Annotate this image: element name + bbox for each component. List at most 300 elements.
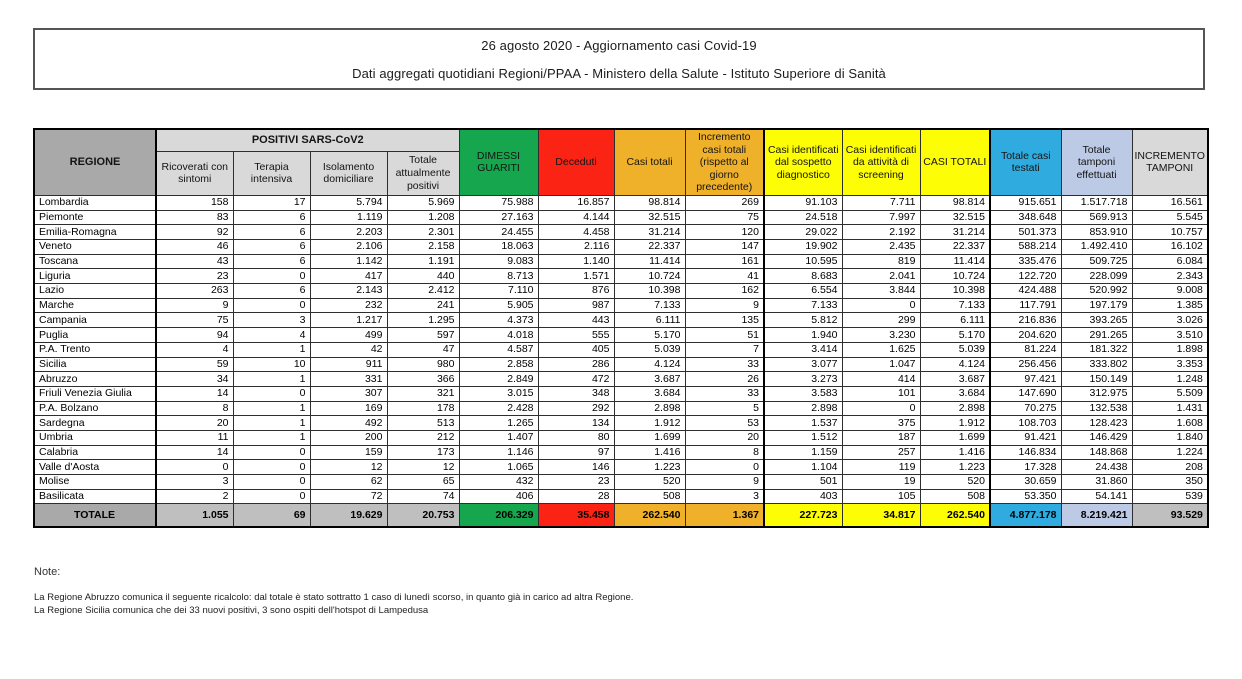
cell-casi-sospetto-diagnostico: 24.518	[764, 210, 842, 225]
cell-casi-totali: 11.414	[614, 254, 685, 269]
cell-terapia-intensiva: 17	[233, 195, 310, 210]
cell-totale-tamponi-effettuati: 128.423	[1061, 416, 1132, 431]
cell-ricoverati-con-sintomi: 43	[156, 254, 233, 269]
cell-deceduti: 286	[538, 357, 614, 372]
cell-totale-casi-testati: 915.651	[990, 195, 1061, 210]
cell-terapia-intensiva: 6	[233, 240, 310, 255]
cell-deceduti: 28	[538, 489, 614, 504]
cell-deceduti: 1.571	[538, 269, 614, 284]
table-row-valle-d-aosta	[34, 460, 1208, 475]
cell-incremento-casi-totali: 147	[685, 240, 764, 255]
cell-incremento-tamponi: 16.561	[1132, 195, 1208, 210]
totale-incremento-tamponi: 93.529	[1132, 504, 1208, 528]
cell-isolamento-domiciliare: 2.143	[310, 284, 387, 299]
cell-totale-tamponi-effettuati: 197.179	[1061, 298, 1132, 313]
cell-totale-tamponi-effettuati: 520.992	[1061, 284, 1132, 299]
column-header-incremento-tamponi: INCREMENTO TAMPONI	[1132, 129, 1208, 195]
cell-dimessi-guariti: 2.428	[459, 401, 538, 416]
cell-casi-sospetto-diagnostico: 1.104	[764, 460, 842, 475]
totale-totale-attualmente-positivi: 20.753	[387, 504, 459, 528]
cell-casi-sospetto-diagnostico: 501	[764, 475, 842, 490]
table-row-lombardia	[34, 195, 1208, 210]
cell-totale-tamponi-effettuati: 569.913	[1061, 210, 1132, 225]
cell-isolamento-domiciliare: 1.217	[310, 313, 387, 328]
cell-casi-totali-2: 1.699	[920, 430, 990, 445]
cell-incremento-casi-totali: 33	[685, 357, 764, 372]
cell-isolamento-domiciliare: 1.142	[310, 254, 387, 269]
cell-ricoverati-con-sintomi: 92	[156, 225, 233, 240]
cell-isolamento-domiciliare: 72	[310, 489, 387, 504]
cell-totale-tamponi-effettuati: 312.975	[1061, 386, 1132, 401]
cell-ricoverati-con-sintomi: 34	[156, 372, 233, 387]
column-header-casi-sospetto-diagnostico: Casi identificati dal sospetto diagnostico	[764, 129, 842, 195]
cell-deceduti: 4.458	[538, 225, 614, 240]
cell-casi-attivita-screening: 0	[842, 298, 920, 313]
cell-isolamento-domiciliare: 232	[310, 298, 387, 313]
cell-isolamento-domiciliare: 331	[310, 372, 387, 387]
cell-ricoverati-con-sintomi: 263	[156, 284, 233, 299]
cell-casi-attivita-screening: 299	[842, 313, 920, 328]
cell-casi-attivita-screening: 0	[842, 401, 920, 416]
column-header-totale-casi-testati: Totale casi testati	[990, 129, 1061, 195]
cell-casi-totali-2: 22.337	[920, 240, 990, 255]
cell-dimessi-guariti: 1.265	[459, 416, 538, 431]
cell-totale-tamponi-effettuati: 1.517.718	[1061, 195, 1132, 210]
cell-isolamento-domiciliare: 5.794	[310, 195, 387, 210]
column-header-ricoverati-con-sintomi: Ricoverati con sintomi	[156, 151, 233, 195]
column-header-dimessi-guariti: DIMESSI GUARITI	[459, 129, 538, 195]
cell-isolamento-domiciliare: 492	[310, 416, 387, 431]
column-group-positivi-sars-cov2: POSITIVI SARS-CoV2	[156, 129, 459, 151]
cell-casi-sospetto-diagnostico: 1.940	[764, 328, 842, 343]
table-row-friuli-venezia-giulia	[34, 386, 1208, 401]
cell-casi-totali-2: 5.170	[920, 328, 990, 343]
totale-casi-attivita-screening: 34.817	[842, 504, 920, 528]
table-row-veneto	[34, 240, 1208, 255]
cell-totale-attualmente-positivi: 1.208	[387, 210, 459, 225]
column-header-incremento-casi-totali: Incremento casi totali (rispetto al giorno precedente)	[685, 129, 764, 195]
cell-terapia-intensiva: 0	[233, 460, 310, 475]
table-row-piemonte	[34, 210, 1208, 225]
note-line-sicilia: La Regione Sicilia comunica che dei 33 nuovi positivi, 3 sono ospiti dell'hotspot di Lampedusa	[34, 604, 429, 616]
cell-casi-totali: 7.133	[614, 298, 685, 313]
region-name: Sicilia	[34, 357, 156, 372]
cell-incremento-tamponi: 1.840	[1132, 430, 1208, 445]
cell-totale-tamponi-effettuati: 509.725	[1061, 254, 1132, 269]
table-header	[34, 129, 1208, 195]
cell-casi-totali: 3.684	[614, 386, 685, 401]
cell-incremento-tamponi: 6.084	[1132, 254, 1208, 269]
cell-ricoverati-con-sintomi: 14	[156, 386, 233, 401]
cell-ricoverati-con-sintomi: 20	[156, 416, 233, 431]
cell-totale-casi-testati: 53.350	[990, 489, 1061, 504]
cell-casi-totali: 4.124	[614, 357, 685, 372]
cell-totale-attualmente-positivi: 980	[387, 357, 459, 372]
cell-deceduti: 2.116	[538, 240, 614, 255]
cell-dimessi-guariti: 5.905	[459, 298, 538, 313]
cell-casi-totali: 1.223	[614, 460, 685, 475]
cell-totale-tamponi-effettuati: 228.099	[1061, 269, 1132, 284]
cell-casi-sospetto-diagnostico: 7.133	[764, 298, 842, 313]
cell-totale-casi-testati: 81.224	[990, 342, 1061, 357]
cell-totale-casi-testati: 108.703	[990, 416, 1061, 431]
cell-casi-totali: 6.111	[614, 313, 685, 328]
cell-totale-attualmente-positivi: 212	[387, 430, 459, 445]
table-row-lazio	[34, 284, 1208, 299]
totale-totale-tamponi-effettuati: 8.219.421	[1061, 504, 1132, 528]
cell-incremento-tamponi: 5.545	[1132, 210, 1208, 225]
cell-incremento-casi-totali: 8	[685, 445, 764, 460]
cell-casi-totali-2: 1.416	[920, 445, 990, 460]
cell-dimessi-guariti: 406	[459, 489, 538, 504]
cell-incremento-casi-totali: 51	[685, 328, 764, 343]
table-row-basilicata	[34, 489, 1208, 504]
cell-isolamento-domiciliare: 307	[310, 386, 387, 401]
cell-dimessi-guariti: 18.063	[459, 240, 538, 255]
cell-casi-attivita-screening: 187	[842, 430, 920, 445]
cell-terapia-intensiva: 6	[233, 210, 310, 225]
cell-casi-attivita-screening: 119	[842, 460, 920, 475]
cell-incremento-tamponi: 9.008	[1132, 284, 1208, 299]
cell-incremento-casi-totali: 120	[685, 225, 764, 240]
column-header-casi-totali-2: CASI TOTALI	[920, 129, 990, 195]
cell-totale-attualmente-positivi: 366	[387, 372, 459, 387]
cell-totale-tamponi-effettuati: 148.868	[1061, 445, 1132, 460]
cell-casi-sospetto-diagnostico: 29.022	[764, 225, 842, 240]
cell-ricoverati-con-sintomi: 3	[156, 475, 233, 490]
cell-terapia-intensiva: 1	[233, 372, 310, 387]
cell-totale-casi-testati: 91.421	[990, 430, 1061, 445]
cell-totale-casi-testati: 348.648	[990, 210, 1061, 225]
cell-totale-attualmente-positivi: 12	[387, 460, 459, 475]
region-name: Basilicata	[34, 489, 156, 504]
cell-casi-attivita-screening: 1.625	[842, 342, 920, 357]
column-header-regione: REGIONE	[34, 129, 156, 195]
cell-deceduti: 876	[538, 284, 614, 299]
cell-dimessi-guariti: 75.988	[459, 195, 538, 210]
cell-totale-tamponi-effettuati: 132.538	[1061, 401, 1132, 416]
cell-casi-sospetto-diagnostico: 5.812	[764, 313, 842, 328]
table-row-abruzzo	[34, 372, 1208, 387]
cell-terapia-intensiva: 1	[233, 401, 310, 416]
cell-terapia-intensiva: 1	[233, 342, 310, 357]
cell-totale-casi-testati: 424.488	[990, 284, 1061, 299]
cell-casi-sospetto-diagnostico: 10.595	[764, 254, 842, 269]
cell-ricoverati-con-sintomi: 83	[156, 210, 233, 225]
cell-casi-sospetto-diagnostico: 91.103	[764, 195, 842, 210]
cell-totale-attualmente-positivi: 241	[387, 298, 459, 313]
cell-casi-totali: 520	[614, 475, 685, 490]
cell-casi-attivita-screening: 3.230	[842, 328, 920, 343]
cell-casi-totali-2: 4.124	[920, 357, 990, 372]
cell-totale-casi-testati: 97.421	[990, 372, 1061, 387]
region-name: Sardegna	[34, 416, 156, 431]
cell-casi-totali: 1.699	[614, 430, 685, 445]
cell-casi-totali: 31.214	[614, 225, 685, 240]
cell-incremento-tamponi: 1.385	[1132, 298, 1208, 313]
cell-ricoverati-con-sintomi: 0	[156, 460, 233, 475]
cell-deceduti: 80	[538, 430, 614, 445]
cell-dimessi-guariti: 1.065	[459, 460, 538, 475]
cell-casi-totali: 10.398	[614, 284, 685, 299]
table-row-liguria	[34, 269, 1208, 284]
cell-terapia-intensiva: 0	[233, 386, 310, 401]
cell-dimessi-guariti: 1.146	[459, 445, 538, 460]
cell-incremento-tamponi: 5.509	[1132, 386, 1208, 401]
cell-ricoverati-con-sintomi: 59	[156, 357, 233, 372]
table-row-calabria	[34, 445, 1208, 460]
cell-incremento-casi-totali: 161	[685, 254, 764, 269]
cell-totale-casi-testati: 117.791	[990, 298, 1061, 313]
cell-incremento-casi-totali: 26	[685, 372, 764, 387]
cell-totale-tamponi-effettuati: 333.802	[1061, 357, 1132, 372]
cell-casi-totali: 1.416	[614, 445, 685, 460]
cell-incremento-tamponi: 16.102	[1132, 240, 1208, 255]
cell-totale-casi-testati: 501.373	[990, 225, 1061, 240]
cell-incremento-casi-totali: 5	[685, 401, 764, 416]
cell-totale-casi-testati: 147.690	[990, 386, 1061, 401]
report-title-source: Dati aggregati quotidiani Regioni/PPAA - Ministero della Salute - Istituto Superiore di Sanità	[352, 65, 886, 81]
cell-incremento-casi-totali: 9	[685, 298, 764, 313]
cell-totale-casi-testati: 588.214	[990, 240, 1061, 255]
cell-deceduti: 555	[538, 328, 614, 343]
cell-casi-sospetto-diagnostico: 3.077	[764, 357, 842, 372]
cell-dimessi-guariti: 2.849	[459, 372, 538, 387]
cell-totale-tamponi-effettuati: 54.141	[1061, 489, 1132, 504]
cell-totale-attualmente-positivi: 597	[387, 328, 459, 343]
cell-totale-attualmente-positivi: 513	[387, 416, 459, 431]
totale-row	[34, 504, 1208, 528]
table-row-p-a-bolzano	[34, 401, 1208, 416]
cell-incremento-tamponi: 1.224	[1132, 445, 1208, 460]
region-name: Abruzzo	[34, 372, 156, 387]
cell-deceduti: 472	[538, 372, 614, 387]
cell-terapia-intensiva: 6	[233, 284, 310, 299]
totale-ricoverati-con-sintomi: 1.055	[156, 504, 233, 528]
cell-incremento-tamponi: 2.343	[1132, 269, 1208, 284]
cell-dimessi-guariti: 3.015	[459, 386, 538, 401]
region-name: Veneto	[34, 240, 156, 255]
cell-dimessi-guariti: 27.163	[459, 210, 538, 225]
cell-casi-attivita-screening: 1.047	[842, 357, 920, 372]
cell-casi-totali-2: 1.912	[920, 416, 990, 431]
notes-section	[34, 566, 1134, 617]
cell-incremento-tamponi: 1.248	[1132, 372, 1208, 387]
table-row-toscana	[34, 254, 1208, 269]
cell-terapia-intensiva: 3	[233, 313, 310, 328]
cell-isolamento-domiciliare: 169	[310, 401, 387, 416]
cell-casi-totali-2: 7.133	[920, 298, 990, 313]
totale-isolamento-domiciliare: 19.629	[310, 504, 387, 528]
cell-casi-totali-2: 3.687	[920, 372, 990, 387]
cell-isolamento-domiciliare: 200	[310, 430, 387, 445]
cell-dimessi-guariti: 4.373	[459, 313, 538, 328]
totale-casi-totali-2: 262.540	[920, 504, 990, 528]
cell-casi-totali: 98.814	[614, 195, 685, 210]
cell-ricoverati-con-sintomi: 4	[156, 342, 233, 357]
cell-totale-casi-testati: 204.620	[990, 328, 1061, 343]
cell-totale-attualmente-positivi: 5.969	[387, 195, 459, 210]
notes-label: Note:	[34, 566, 61, 578]
cell-totale-tamponi-effettuati: 24.438	[1061, 460, 1132, 475]
cell-terapia-intensiva: 0	[233, 298, 310, 313]
cell-incremento-casi-totali: 269	[685, 195, 764, 210]
cell-incremento-tamponi: 208	[1132, 460, 1208, 475]
totale-incremento-casi-totali: 1.367	[685, 504, 764, 528]
cell-totale-tamponi-effettuati: 393.265	[1061, 313, 1132, 328]
cell-terapia-intensiva: 0	[233, 445, 310, 460]
cell-totale-attualmente-positivi: 2.158	[387, 240, 459, 255]
cell-deceduti: 23	[538, 475, 614, 490]
cell-casi-attivita-screening: 414	[842, 372, 920, 387]
cell-incremento-tamponi: 350	[1132, 475, 1208, 490]
cell-casi-attivita-screening: 257	[842, 445, 920, 460]
cell-casi-attivita-screening: 105	[842, 489, 920, 504]
cell-terapia-intensiva: 1	[233, 416, 310, 431]
cell-deceduti: 16.857	[538, 195, 614, 210]
header-row-top	[34, 129, 1208, 151]
cell-incremento-casi-totali: 7	[685, 342, 764, 357]
cell-casi-sospetto-diagnostico: 1.512	[764, 430, 842, 445]
cell-casi-sospetto-diagnostico: 3.414	[764, 342, 842, 357]
cell-casi-totali-2: 10.724	[920, 269, 990, 284]
region-name: Lombardia	[34, 195, 156, 210]
cell-casi-totali: 22.337	[614, 240, 685, 255]
cell-dimessi-guariti: 4.018	[459, 328, 538, 343]
cell-totale-attualmente-positivi: 178	[387, 401, 459, 416]
table-row-marche	[34, 298, 1208, 313]
cell-incremento-tamponi: 1.898	[1132, 342, 1208, 357]
cell-casi-attivita-screening: 2.192	[842, 225, 920, 240]
table-row-puglia	[34, 328, 1208, 343]
cell-totale-attualmente-positivi: 1.295	[387, 313, 459, 328]
cell-incremento-casi-totali: 53	[685, 416, 764, 431]
cell-totale-casi-testati: 335.476	[990, 254, 1061, 269]
cell-incremento-tamponi: 3.026	[1132, 313, 1208, 328]
cell-isolamento-domiciliare: 159	[310, 445, 387, 460]
table-row-p-a-trento	[34, 342, 1208, 357]
cell-terapia-intensiva: 0	[233, 269, 310, 284]
cell-casi-totali: 3.687	[614, 372, 685, 387]
cell-totale-casi-testati: 256.456	[990, 357, 1061, 372]
totale-deceduti: 35.458	[538, 504, 614, 528]
cell-casi-attivita-screening: 7.997	[842, 210, 920, 225]
cell-casi-totali: 10.724	[614, 269, 685, 284]
cell-terapia-intensiva: 4	[233, 328, 310, 343]
cell-dimessi-guariti: 2.858	[459, 357, 538, 372]
cell-deceduti: 134	[538, 416, 614, 431]
cell-isolamento-domiciliare: 2.203	[310, 225, 387, 240]
region-name: Piemonte	[34, 210, 156, 225]
cell-casi-totali-2: 5.039	[920, 342, 990, 357]
column-header-terapia-intensiva: Terapia intensiva	[233, 151, 310, 195]
column-header-totale-tamponi-effettuati: Totale tamponi effettuati	[1061, 129, 1132, 195]
totale-casi-totali: 262.540	[614, 504, 685, 528]
cell-incremento-casi-totali: 9	[685, 475, 764, 490]
cell-totale-attualmente-positivi: 2.412	[387, 284, 459, 299]
cell-totale-attualmente-positivi: 65	[387, 475, 459, 490]
cell-incremento-casi-totali: 0	[685, 460, 764, 475]
cell-incremento-casi-totali: 75	[685, 210, 764, 225]
cell-dimessi-guariti: 4.587	[459, 342, 538, 357]
cell-casi-attivita-screening: 19	[842, 475, 920, 490]
cell-totale-tamponi-effettuati: 181.322	[1061, 342, 1132, 357]
cell-casi-attivita-screening: 7.711	[842, 195, 920, 210]
cell-casi-attivita-screening: 101	[842, 386, 920, 401]
table-row-campania	[34, 313, 1208, 328]
cell-ricoverati-con-sintomi: 158	[156, 195, 233, 210]
report-title-date: 26 agosto 2020 - Aggiornamento casi Covid-19	[481, 37, 757, 53]
cell-ricoverati-con-sintomi: 94	[156, 328, 233, 343]
covid-data-table	[33, 128, 1209, 528]
cell-casi-sospetto-diagnostico: 403	[764, 489, 842, 504]
cell-ricoverati-con-sintomi: 9	[156, 298, 233, 313]
cell-casi-totali-2: 508	[920, 489, 990, 504]
cell-deceduti: 987	[538, 298, 614, 313]
cell-incremento-tamponi: 3.510	[1132, 328, 1208, 343]
cell-totale-casi-testati: 146.834	[990, 445, 1061, 460]
column-header-isolamento-domiciliare: Isolamento domiciliare	[310, 151, 387, 195]
cell-totale-tamponi-effettuati: 150.149	[1061, 372, 1132, 387]
region-name: Molise	[34, 475, 156, 490]
cell-incremento-casi-totali: 3	[685, 489, 764, 504]
cell-casi-sospetto-diagnostico: 1.537	[764, 416, 842, 431]
cell-deceduti: 4.144	[538, 210, 614, 225]
cell-ricoverati-con-sintomi: 75	[156, 313, 233, 328]
region-name: Umbria	[34, 430, 156, 445]
cell-terapia-intensiva: 6	[233, 254, 310, 269]
cell-totale-casi-testati: 122.720	[990, 269, 1061, 284]
cell-totale-attualmente-positivi: 1.191	[387, 254, 459, 269]
region-name: Valle d'Aosta	[34, 460, 156, 475]
cell-incremento-casi-totali: 41	[685, 269, 764, 284]
region-name: Lazio	[34, 284, 156, 299]
table-row-emilia-romagna	[34, 225, 1208, 240]
cell-deceduti: 146	[538, 460, 614, 475]
cell-ricoverati-con-sintomi: 11	[156, 430, 233, 445]
cell-dimessi-guariti: 1.407	[459, 430, 538, 445]
cell-casi-totali: 508	[614, 489, 685, 504]
cell-totale-casi-testati: 30.659	[990, 475, 1061, 490]
cell-terapia-intensiva: 1	[233, 430, 310, 445]
cell-totale-tamponi-effettuati: 1.492.410	[1061, 240, 1132, 255]
cell-isolamento-domiciliare: 417	[310, 269, 387, 284]
cell-totale-attualmente-positivi: 440	[387, 269, 459, 284]
cell-totale-attualmente-positivi: 173	[387, 445, 459, 460]
cell-casi-sospetto-diagnostico: 3.273	[764, 372, 842, 387]
cell-totale-attualmente-positivi: 74	[387, 489, 459, 504]
cell-terapia-intensiva: 6	[233, 225, 310, 240]
region-name: Liguria	[34, 269, 156, 284]
cell-terapia-intensiva: 0	[233, 475, 310, 490]
cell-casi-sospetto-diagnostico: 6.554	[764, 284, 842, 299]
cell-casi-totali-2: 11.414	[920, 254, 990, 269]
cell-incremento-casi-totali: 135	[685, 313, 764, 328]
cell-casi-totali-2: 520	[920, 475, 990, 490]
cell-casi-sospetto-diagnostico: 19.902	[764, 240, 842, 255]
cell-deceduti: 292	[538, 401, 614, 416]
cell-deceduti: 443	[538, 313, 614, 328]
cell-totale-attualmente-positivi: 2.301	[387, 225, 459, 240]
cell-incremento-casi-totali: 162	[685, 284, 764, 299]
cell-dimessi-guariti: 432	[459, 475, 538, 490]
cell-casi-attivita-screening: 819	[842, 254, 920, 269]
totale-totale-casi-testati: 4.877.178	[990, 504, 1061, 528]
region-name: Toscana	[34, 254, 156, 269]
cell-casi-sospetto-diagnostico: 1.159	[764, 445, 842, 460]
totale-terapia-intensiva: 69	[233, 504, 310, 528]
cell-totale-attualmente-positivi: 47	[387, 342, 459, 357]
